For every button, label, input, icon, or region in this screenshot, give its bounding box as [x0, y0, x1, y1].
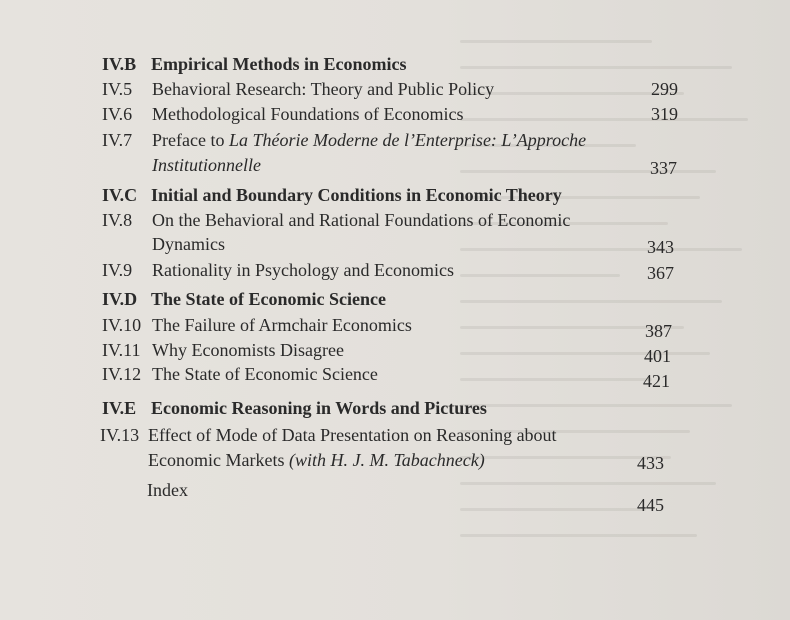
toc-section-iv-b [102, 52, 682, 76]
entry-title: The State of Economic Science [152, 364, 378, 384]
entry-page: 337 [650, 158, 677, 178]
entry-title: Methodological Foundations of Economics [152, 104, 464, 124]
entry-page: 421 [643, 371, 670, 391]
section-title: The State of Economic Science [151, 289, 386, 309]
section-title: Economic Reasoning in Words and Pictures [151, 398, 487, 418]
entry-title: Behavioral Research: Theory and Public Policy [152, 79, 495, 99]
entry-number: IV.13 [100, 425, 140, 445]
section-title: Empirical Methods in Economics [151, 54, 407, 74]
entry-page: 367 [647, 263, 674, 283]
section-number: IV.D [102, 289, 138, 309]
toc-entry-iv-6 [102, 102, 682, 126]
toc-entry-iv-5 [102, 77, 682, 101]
section-number: IV.E [102, 398, 137, 418]
toc-section-iv-d [102, 287, 682, 311]
entry-title: The Failure of Armchair Economics [152, 315, 412, 335]
entry-page: 433 [637, 453, 664, 473]
entry-title: Index [147, 480, 188, 500]
entry-page: 445 [637, 495, 664, 515]
entry-page: 319 [651, 104, 678, 124]
entry-page: 299 [651, 79, 678, 99]
entry-number: IV.10 [102, 315, 142, 335]
entry-number: IV.11 [102, 340, 141, 360]
toc-section-iv-e [102, 396, 682, 420]
entry-title: Effect of Mode of Data Presentation on Reasoning about [148, 425, 557, 445]
entry-number: IV.12 [102, 364, 142, 384]
toc-section-iv-c [102, 183, 682, 207]
toc-entry-iv-7 [102, 128, 682, 152]
section-number: IV.C [102, 185, 138, 205]
entry-page: 343 [647, 237, 674, 257]
entry-page: 387 [645, 321, 672, 341]
section-title: Initial and Boundary Conditions in Economic Theory [151, 185, 562, 205]
toc-entry-iv-13-line2 [102, 448, 682, 472]
entry-title: Rationality in Psychology and Economics [152, 260, 454, 280]
toc-entry-iv-11 [102, 338, 682, 366]
entry-number: IV.6 [102, 104, 133, 124]
entry-title-continued: Economic Markets (with H. J. M. Tabachneck) [148, 450, 485, 470]
toc-entry-iv-12 [102, 362, 682, 391]
toc-entry-iv-9 [102, 258, 682, 282]
toc-entry-iv-8-line2 [102, 232, 682, 256]
entry-number: IV.9 [102, 260, 133, 280]
toc-entry-iv-8 [102, 208, 682, 232]
toc-entry-iv-13 [102, 423, 682, 447]
entry-page: 401 [644, 346, 671, 366]
entry-title: Preface to La Théorie Moderne de l’Enterprise: L’Approche [152, 130, 587, 150]
entry-title-continued: Dynamics [152, 234, 225, 254]
entry-number: IV.8 [102, 210, 133, 230]
toc-entry-index [102, 478, 682, 515]
entry-title-continued: Institutionnelle [152, 155, 261, 175]
entry-number: IV.5 [102, 79, 133, 99]
toc-entry-iv-10 [102, 313, 682, 341]
entry-title: Why Economists Disagree [152, 340, 344, 360]
section-number: IV.B [102, 54, 137, 74]
toc-entry-iv-7-line2 [102, 153, 682, 177]
entry-number: IV.7 [102, 130, 133, 150]
entry-title: On the Behavioral and Rational Foundations of Economic [152, 210, 571, 230]
